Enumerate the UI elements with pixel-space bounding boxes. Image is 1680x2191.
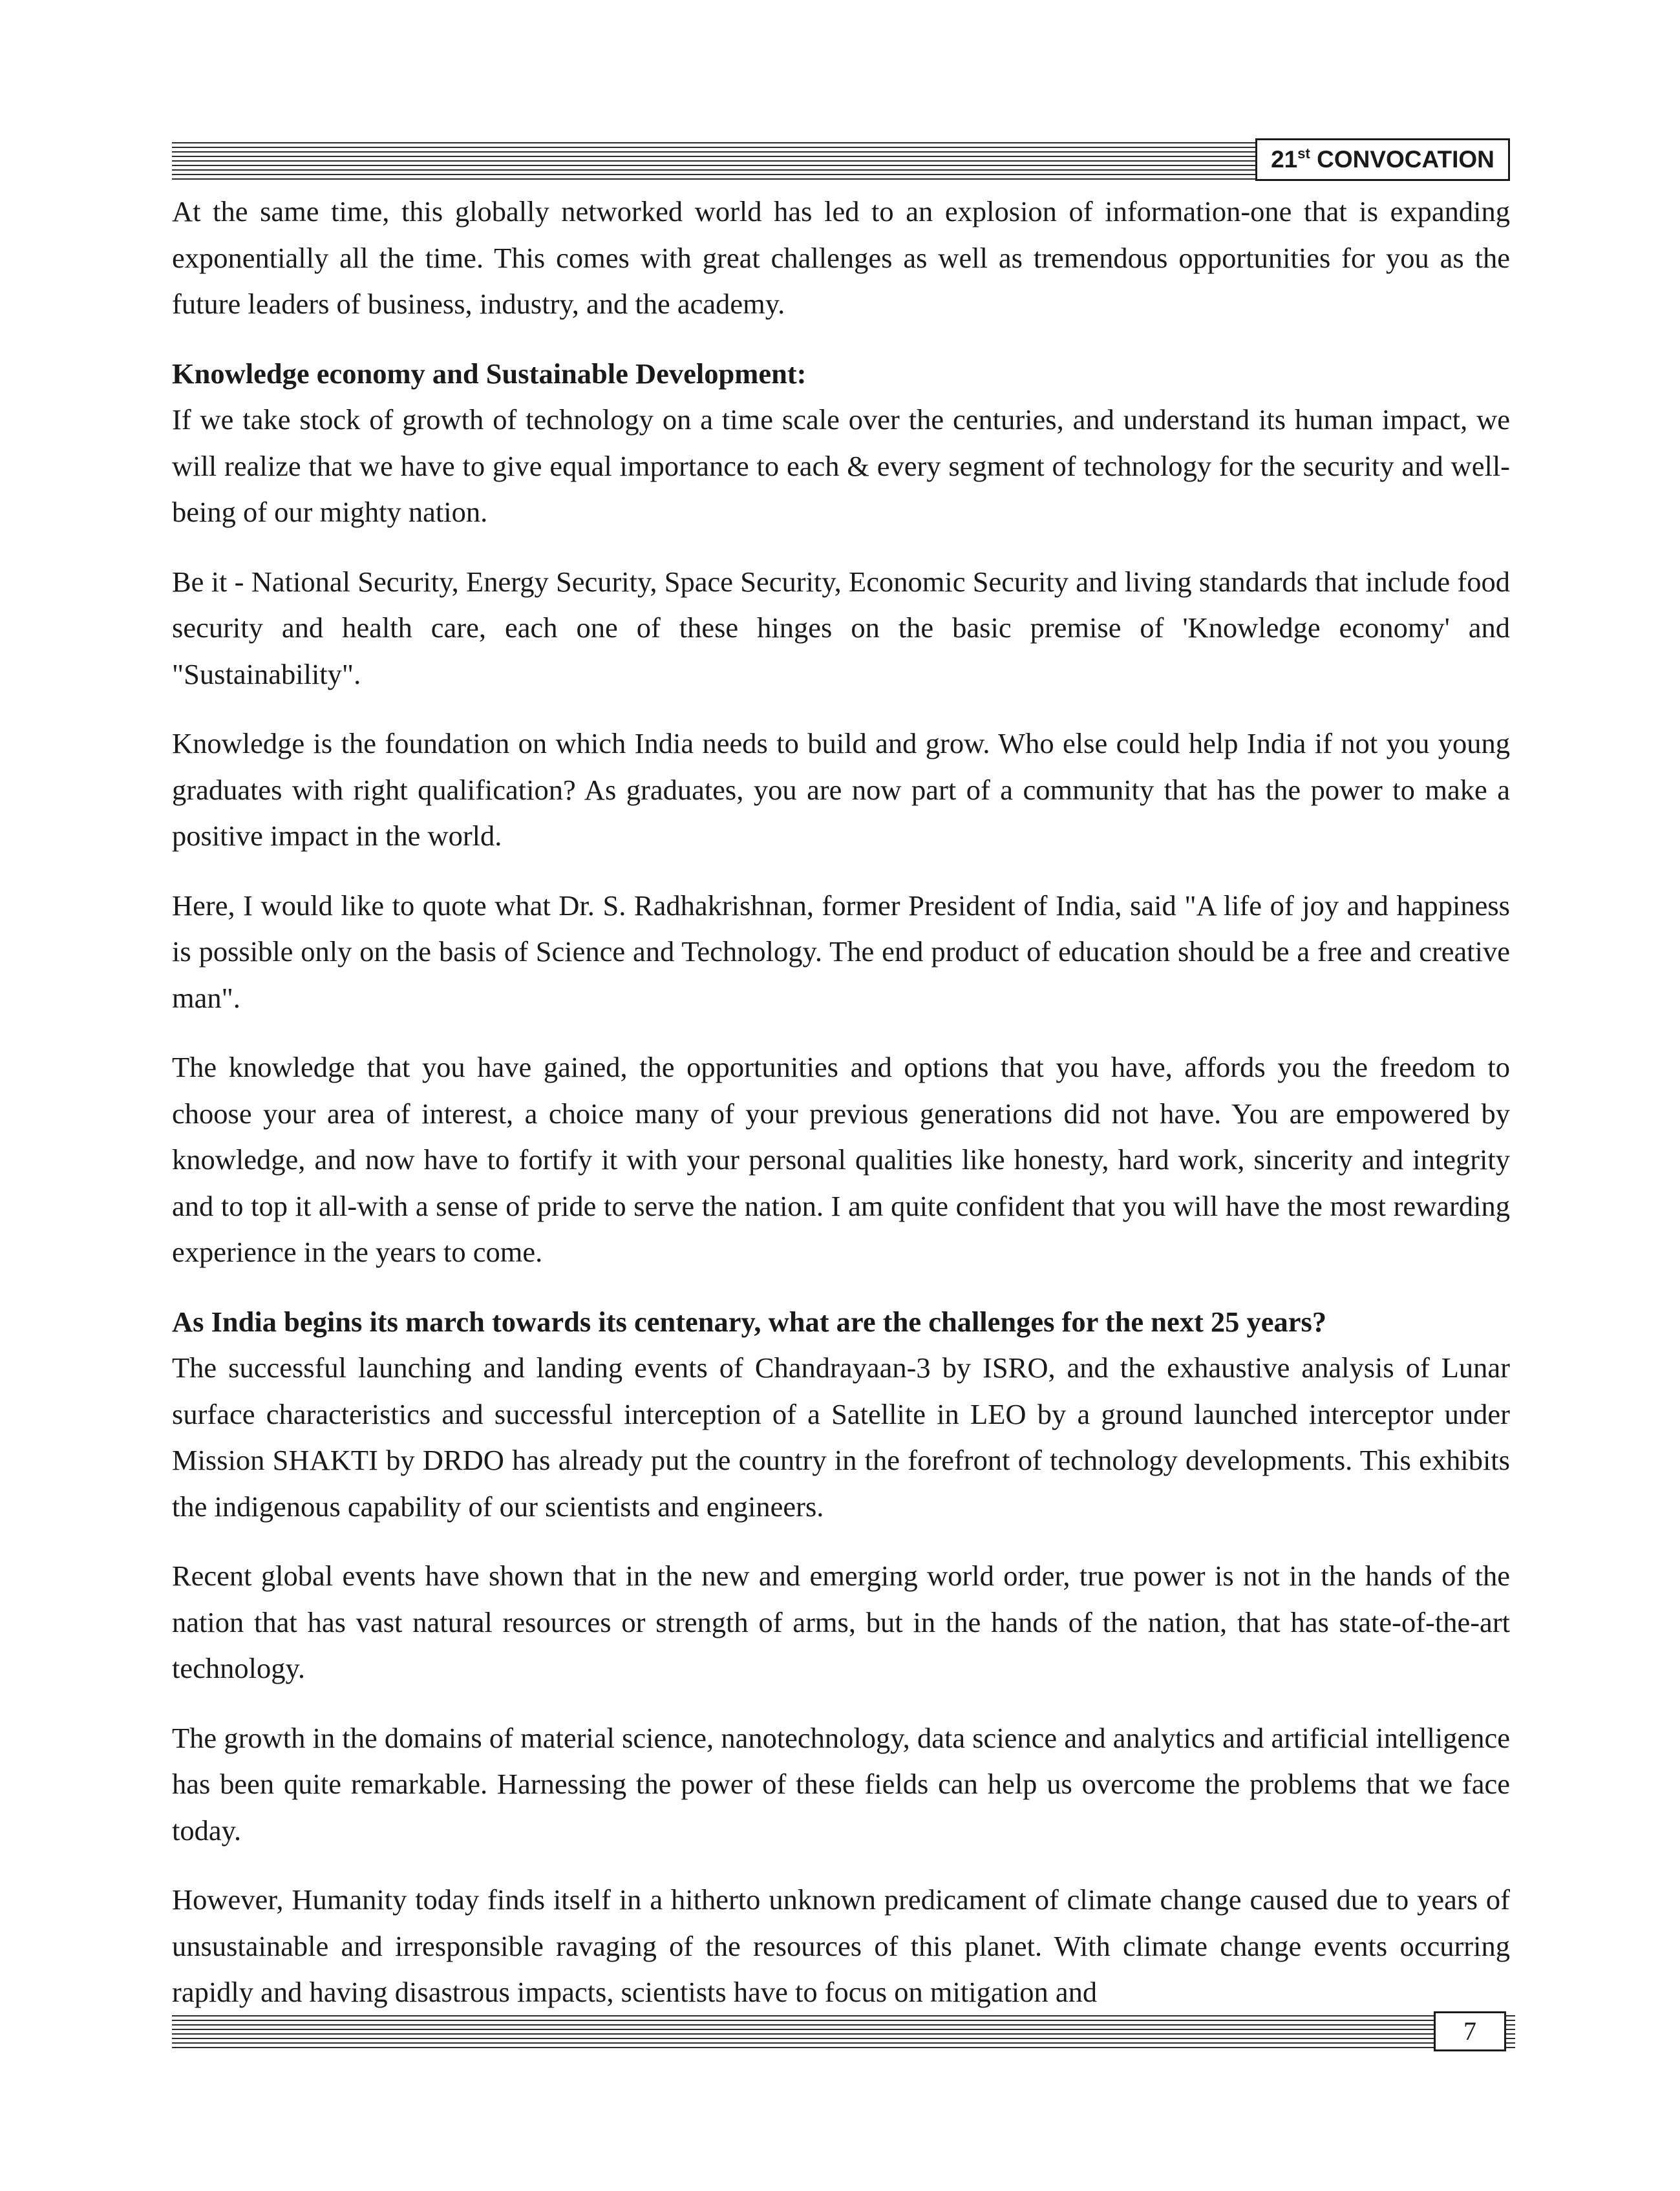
section-heading-centenary-challenges: As India begins its march towards its centenary, what are the challenges for the next 25 years? [172,1305,1327,1338]
convocation-badge [1255,138,1510,181]
paragraph-global-events: Recent global events have shown that in the new and emerging world order, true power is not in the hands of the nation that has vast natural resources or strength of arms, but in the hands of the nation, that has state-of-the-art technology. [172,1560,1510,1684]
paragraph-growth-domains: The growth in the domains of material science, nanotechnology, data science and analytics and artificial intelligence has been quite remarkable. Harnessing the power of these fields can help us overcome the problems that we face today. [172,1721,1510,1847]
section-heading-knowledge-economy: Knowledge economy and Sustainable Development: [172,357,807,390]
page-body [172,189,1510,2039]
header-rule-lines [172,142,1255,180]
page-number: 7 [1434,2011,1506,2051]
page-footer [172,2011,1510,2051]
paragraph-knowledge-gained: The knowledge that you have gained, the opportunities and options that you have, affords you the freedom to choose your area of interest, a choice many of your previous generations did not have. You are empowered by knowledge, and now have to fortify it with your personal qualities like honesty, hard work, sincerity and integrity and to top it all-with a sense of pride to serve the nation. I am quite confident that you will have the most rewarding experience in the years to come. [172,1051,1510,1268]
paragraph-information-explosion: At the same time, this globally networked world has led to an explosion of information-one that is expanding exponentially all the time. This comes with great challenges as well as tremendous opportunities for you as the future leaders of business, industry, and the academy. [172,195,1510,320]
footer-rule-lines [172,2015,1434,2049]
paragraph-knowledge-foundation: Knowledge is the foundation on which India needs to build and grow. Who else could help India if not you young graduates with right qualification? As graduates, you are now part of a community that has the power to make a positive impact in the world. [172,727,1510,852]
badge-ordinal-suffix: st [1297,145,1310,162]
badge-label: CONVOCATION [1310,146,1494,173]
paragraph-security: Be it - National Security, Energy Security, Space Security, Economic Security and living standards that include food security and health care, each one of these hinges on the basic premise of 'Knowledge economy' and "Sustainability". [172,565,1510,690]
paragraph-chandrayaan: The successful launching and landing events of Chandrayaan-3 by ISRO, and the exhaustive analysis of Lunar surface characteristics and successful interception of a Satellite in LEO by a ground launched interceptor under Mission SHAKTI by DRDO has already put the country in the forefront of technology developments. This exhibits the indigenous capability of our scientists and engineers. [172,1351,1510,1523]
footer-rule-lines-right [1506,2015,1515,2049]
paragraph-climate-change: However, Humanity today finds itself in a hitherto unknown predicament of climate change caused due to years of unsustainable and irresponsible ravaging of the resources of this planet. With climate change events occurring rapidly and having disastrous impacts, scientists have to focus on mitigation and [172,1883,1510,2008]
paragraph-growth-of-technology: If we take stock of growth of technology on a time scale over the centuries, and understand its human impact, we will realize that we have to give equal importance to each & every segment of technology for the security and well-being of our mighty nation. [172,403,1510,528]
paragraph-radhakrishnan-quote: Here, I would like to quote what Dr. S. Radhakrishnan, former President of India, said "A life of joy and happiness is possible only on the basis of Science and Technology. The end product of education should be a free and creative man". [172,889,1510,1014]
page-header [172,138,1510,184]
badge-number: 21 [1271,146,1298,173]
